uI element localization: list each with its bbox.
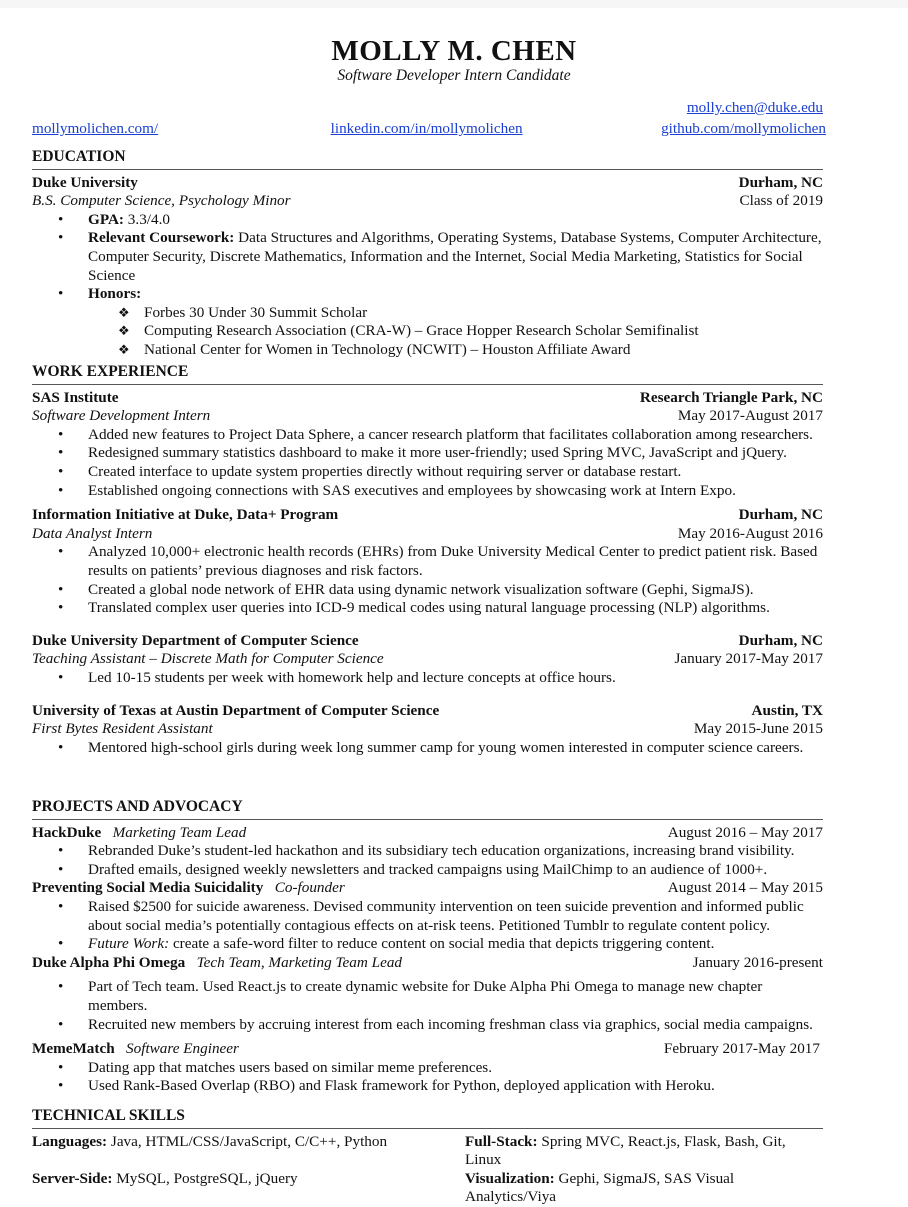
- job-role: First Bytes Resident Assistant: [32, 720, 213, 738]
- skill-languages: Languages: Java, HTML/CSS/JavaScript, C/C++, Python: [32, 1132, 388, 1150]
- project-role: Marketing Team Lead: [112, 823, 247, 841]
- project-date: February 2017-May 2017: [663, 1040, 820, 1058]
- list-item: • Redesigned summary statistics dashboard to make it more user-friendly; used Spring MVC, JavaScript and jQuery.: [32, 444, 823, 463]
- skills-section: [32, 1107, 823, 1207]
- job-org: University of Texas at Austin Department of Computer Science: [32, 701, 440, 719]
- school-name: Duke University: [32, 173, 138, 191]
- job-header: [32, 702, 823, 721]
- job-location: Austin, TX: [751, 701, 823, 719]
- job-subheader: [32, 525, 823, 544]
- job-location: Durham, NC: [738, 506, 823, 524]
- honors-list: [32, 304, 823, 360]
- job-bullets: [32, 426, 823, 500]
- education-section: [32, 148, 823, 360]
- project-date: August 2016 – May 2017: [667, 823, 823, 841]
- list-item: • Mentored high-school girls during week long summer camp for young women interested in computer science careers.: [32, 739, 823, 758]
- project-date: August 2014 – May 2015: [667, 879, 823, 897]
- skills-heading: TECHNICAL SKILLS: [32, 1107, 823, 1129]
- project-date: January 2016-present: [692, 953, 823, 971]
- project-bullets: [32, 898, 823, 954]
- candidate-subtitle: Software Developer Intern Candidate: [337, 67, 571, 84]
- list-item: • Used Rank-Based Overlap (RBO) and Flask framework for Python, deployed application with Heroku.: [32, 1077, 823, 1096]
- candidate-name: MOLLY M. CHEN: [331, 35, 577, 67]
- job-header: [32, 389, 823, 408]
- list-item: • Rebranded Duke’s student-led hackathon and its subsidiary tech education organizations, increasing brand visibility.: [32, 842, 823, 861]
- work-heading: WORK EXPERIENCE: [32, 363, 823, 385]
- project-role: Co-founder: [274, 879, 345, 897]
- project-role: Software Engineer: [126, 1040, 239, 1058]
- list-item: • Led 10-15 students per week with homework help and lecture concepts at office hours.: [32, 669, 823, 688]
- project-header: [32, 954, 823, 973]
- degree-row: [32, 192, 823, 211]
- project-name: Duke Alpha Phi Omega: [32, 953, 186, 971]
- project-bullets: [32, 978, 823, 1034]
- job-location: Durham, NC: [738, 631, 823, 649]
- list-item: • Established ongoing connections with SAS executives and employees by showcasing work at Intern Expo.: [32, 482, 823, 501]
- job-location: Research Triangle Park, NC: [639, 388, 823, 406]
- school-location: Durham, NC: [738, 173, 823, 191]
- github-link[interactable]: github.com/mollymolichen: [661, 120, 826, 137]
- job-date: May 2017-August 2017: [677, 407, 823, 425]
- project-bullets: [32, 842, 823, 879]
- top-bar: [0, 0, 908, 8]
- job-org: Duke University Department of Computer Science: [32, 631, 359, 649]
- education-list: [32, 211, 823, 304]
- list-item: • Honors:: [32, 285, 823, 304]
- skill-fullstack: Full-Stack: Spring MVC, React.js, Flask, Bash, Git, Linux: [465, 1132, 786, 1169]
- degree: B.S. Computer Science, Psychology Minor: [32, 192, 291, 210]
- list-item: • Created a global node network of EHR data using dynamic network visualization software (Gephi, SigmaJS).: [32, 581, 823, 600]
- list-item: • Raised $2500 for suicide awareness. Devised community intervention on teen suicide prevention and informed public about social media’s potentially contagious effects on at-risk teens. Petitioned Tumblr to regulate content policy.: [32, 898, 823, 935]
- project-bullets: [32, 1059, 823, 1096]
- job-role: Data Analyst Intern: [32, 524, 153, 542]
- skills-grid: [32, 1133, 823, 1207]
- education-heading: EDUCATION: [32, 148, 823, 170]
- honor-item: ❖ Forbes 30 Under 30 Summit Scholar: [32, 304, 823, 323]
- website-link[interactable]: mollymolichen.com/: [32, 120, 159, 137]
- job-role: Teaching Assistant – Discrete Math for Computer Science: [32, 650, 384, 668]
- linkedin-link[interactable]: linkedin.com/in/mollymolichen: [330, 120, 523, 137]
- list-item: • Drafted emails, designed weekly newsletters and tracked campaigns using MailChimp to an audience of 1000+.: [32, 861, 823, 880]
- projects-section: [32, 798, 823, 1096]
- education-row: [32, 174, 823, 193]
- list-item: • Translated complex user queries into ICD-9 medical codes using natural language processing (NLP) algorithms.: [32, 599, 823, 618]
- skill-server: Server-Side: MySQL, PostgreSQL, jQuery: [32, 1169, 298, 1187]
- skill-visualization: Visualization: Gephi, SigmaJS, SAS Visual Analytics/Viya: [465, 1169, 735, 1206]
- list-item: • Created interface to update system properties directly without requiring server or database restart.: [32, 463, 823, 482]
- projects-heading: PROJECTS AND ADVOCACY: [32, 798, 823, 820]
- job-bullets: [32, 739, 823, 758]
- job-header: [32, 506, 823, 525]
- project-header: [32, 824, 823, 843]
- list-item: • Analyzed 10,000+ electronic health records (EHRs) from Duke University Medical Center to predict patient risk. Based results on patients’ previous diagnoses and risk factors.: [32, 543, 823, 580]
- work-section: [32, 363, 823, 757]
- graduation-date: Class of 2019: [739, 192, 823, 210]
- project-header: [32, 879, 823, 898]
- project-name: HackDuke: [32, 823, 102, 841]
- job-org: SAS Institute: [32, 388, 119, 406]
- job-bullets: [32, 669, 823, 688]
- project-role: Tech Team, Marketing Team Lead: [196, 953, 403, 971]
- list-item: • Future Work: create a safe-word filter to reduce content on social media that depicts triggering content.: [32, 935, 823, 954]
- honor-item: ❖ Computing Research Association (CRA-W) – Grace Hopper Research Scholar Semifinalist: [32, 322, 823, 341]
- list-item: • Relevant Coursework: Data Structures and Algorithms, Operating Systems, Database Systems, Computer Architecture, Computer Security, Discrete Mathematics, Information and the Internet, Social Media Marketing, Statistics for Social Science: [32, 229, 823, 285]
- job-org: Information Initiative at Duke, Data+ Program: [32, 506, 339, 524]
- job-date: May 2015-June 2015: [693, 720, 823, 738]
- job-subheader: [32, 407, 823, 426]
- job-bullets: [32, 543, 823, 617]
- list-item: • Part of Tech team. Used React.js to create dynamic website for Duke Alpha Phi Omega to manage new chapter members.: [32, 978, 823, 1015]
- project-name: MemeMatch: [32, 1040, 115, 1058]
- job-subheader: [32, 720, 823, 739]
- honor-item: ❖ National Center for Women in Technology (NCWIT) – Houston Affiliate Award: [32, 341, 823, 360]
- list-item: • Added new features to Project Data Sphere, a cancer research platform that facilitates collaboration among researchers.: [32, 426, 823, 445]
- list-item: • Recruited new members by accruing interest from each incoming freshman class via graphics, social media campaigns.: [32, 1016, 823, 1035]
- job-date: January 2017-May 2017: [674, 650, 823, 668]
- email-link[interactable]: molly.chen@duke.edu: [686, 99, 823, 116]
- job-role: Software Development Intern: [32, 407, 211, 425]
- job-date: May 2016-August 2016: [677, 524, 823, 542]
- job-subheader: [32, 650, 823, 669]
- contact-links: [32, 120, 826, 139]
- job-header: [32, 632, 823, 651]
- project-header: [32, 1040, 823, 1059]
- list-item: • GPA: 3.3/4.0: [32, 211, 823, 230]
- project-name: Preventing Social Media Suicidality: [32, 879, 264, 897]
- list-item: • Dating app that matches users based on similar meme preferences.: [32, 1059, 823, 1078]
